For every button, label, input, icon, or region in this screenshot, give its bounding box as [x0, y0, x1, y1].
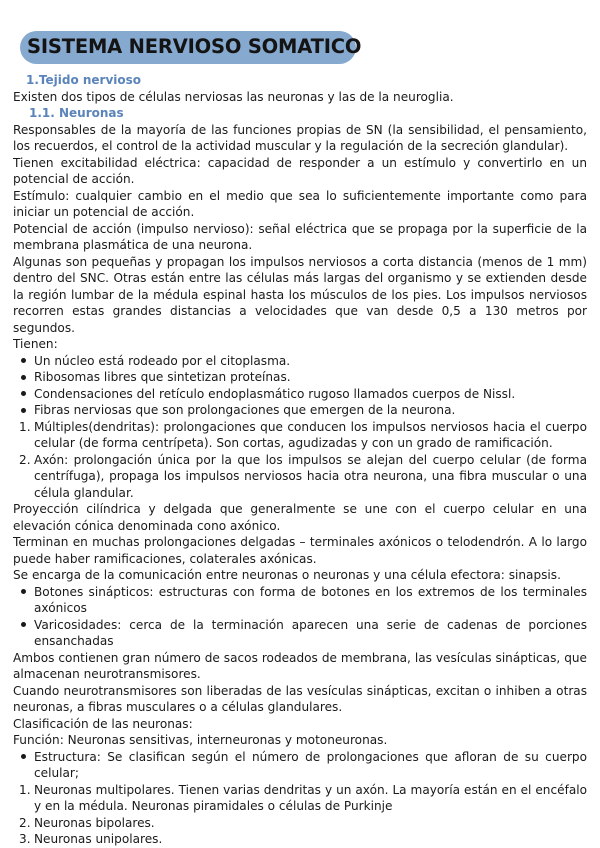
paragraph: Algunas son pequeñas y propagan los impulsos nerviosos a corta distancia (menos de 1 mm) dentro del SNC. Otras están entre las células más largas del organismo y se extienden desde la región lumbar de la médula espinal hasta los músculos de los pies. Los impulsos nerviosos recorren estas grandes distancias a velocidades que van desde 0,5 a 130 metros por segundos. — [13, 254, 587, 335]
list-item: Estructura: Se clasifican según el número de prolongaciones que afloran de su cuerpo celular; — [13, 749, 587, 782]
list-number: 1. — [19, 419, 31, 434]
list-number: 2. — [19, 452, 31, 467]
bullet-list — [13, 353, 587, 419]
paragraph: Proyección cilíndrica y delgada que generalmente se une con el cuerpo celular en una elevación cónica denominada cono axónico. — [13, 502, 587, 533]
list-item: Botones sinápticos: estructuras con forma de botones en los extremos de los terminales axónicos — [13, 584, 587, 617]
list-item-text: Neuronas multipolares. Tienen varias dendritas y un axón. La mayoría están en el encéfalo y en la médula. Neuronas piramidales o células de Purkinje — [34, 782, 587, 813]
subsection-heading: 1.1. Neuronas — [29, 106, 124, 120]
bullet-list — [13, 749, 587, 782]
paragraph: Tienen excitabilidad eléctrica: capacidad de responder a un estímulo y convertirlo en un potencial de acción. — [13, 155, 587, 186]
paragraph: Clasificación de las neuronas: — [13, 716, 193, 731]
list-item: Un núcleo está rodeado por el citoplasma. — [13, 353, 587, 370]
paragraph: Tienen: — [13, 337, 58, 351]
paragraph: Ambos contienen gran número de sacos rodeados de membrana, las vesículas sinápticas, que almacenan neurotransmisores. — [13, 650, 587, 681]
numbered-list — [13, 782, 587, 848]
list-item: Condensaciones del retículo endoplasmático rugoso llamados cuerpos de Nissl. — [13, 386, 587, 403]
list-number: 1. — [19, 782, 31, 797]
list-item — [13, 452, 587, 502]
list-item-text: Neuronas bipolares. — [34, 815, 155, 830]
list-item-text: Axón: prolongación única por la que los impulsos se alejan del cuerpo celular (de forma centrífuga), propaga los impulsos nerviosos hacia otra neurona, una fibra muscular o una célula glandular. — [34, 452, 587, 500]
paragraph: Responsables de la mayoría de las funciones propias de SN (la sensibilidad, el pensamiento, los recuerdos, el control de la actividad muscular y la regulación de la secreción glandular). — [13, 122, 587, 153]
list-item-text: Múltiples(dendritas): prolongaciones que conducen los impulsos nerviosos hacia el cuerpo celular (de forma centrípeta). Son cortas, agudizadas y con un grado de ramificación. — [34, 419, 587, 450]
section-heading: 1.Tejido nervioso — [26, 73, 142, 87]
numbered-list — [13, 419, 587, 502]
paragraph: Potencial de acción (impulso nervioso): señal eléctrica que se propaga por la superficie de la membrana plasmática de una neurona. — [13, 221, 587, 252]
list-item — [13, 815, 587, 832]
list-item: Fibras nerviosas que son prolongaciones que emergen de la neurona. — [13, 402, 587, 419]
list-item — [13, 419, 587, 452]
list-number: 3. — [19, 832, 31, 846]
list-item: Varicosidades: cerca de la terminación aparecen una serie de cadenas de porciones ensanchadas — [13, 617, 587, 650]
paragraph: Estímulo: cualquier cambio en el medio que sea lo suficientemente importante como para iniciar un potencial de acción. — [13, 188, 587, 219]
list-item — [13, 831, 587, 848]
document-body — [13, 72, 587, 848]
list-item: Ribosomas libres que sintetizan proteínas. — [13, 369, 587, 386]
list-item — [13, 782, 587, 815]
paragraph: Se encarga de la comunicación entre neuronas o neuronas y una célula efectora: sinapsis. — [13, 568, 561, 582]
paragraph: Terminan en muchas prolongaciones delgadas – terminales axónicos o telodendrón. A lo largo puede haber ramificaciones, colaterales axónicas. — [13, 535, 587, 566]
bullet-list — [13, 584, 587, 650]
list-item-text: Neuronas unipolares. — [34, 832, 163, 846]
list-number: 2. — [19, 815, 31, 830]
paragraph: Función: Neuronas sensitivas, interneuronas y motoneuronas. — [13, 733, 388, 747]
paragraph: Cuando neurotransmisores son liberadas de las vesículas sinápticas, excitan o inhiben a otras neuronas, a fibras musculares o a células glandulares. — [13, 683, 587, 714]
page-title: SISTEMA NERVIOSO SOMATICO — [27, 35, 362, 58]
paragraph: Existen dos tipos de células nerviosas las neuronas y las de la neuroglia. — [13, 89, 454, 104]
